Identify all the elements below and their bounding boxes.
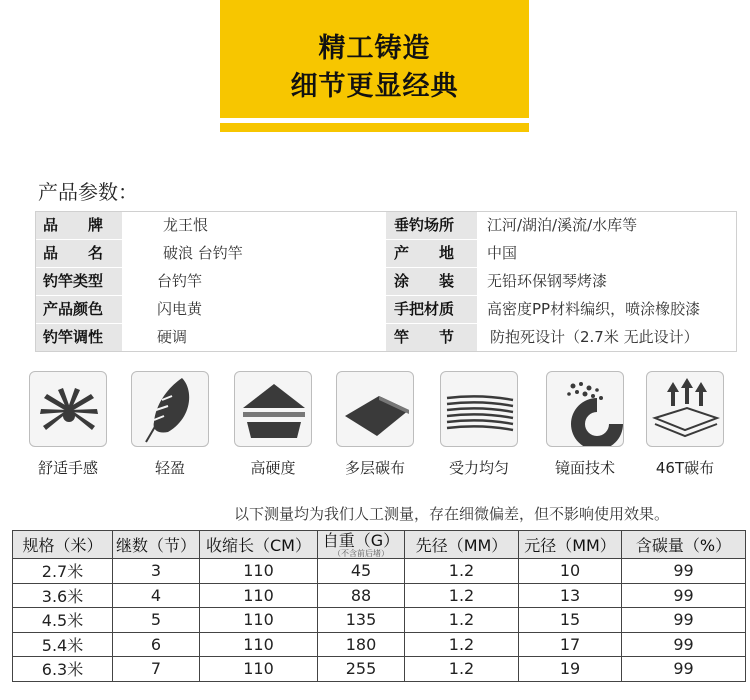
feature-label: 46T碳布 [655, 459, 715, 477]
feature-hardness [234, 371, 314, 478]
param-value: 台钓竿 [157, 272, 203, 290]
table-cell: 4 [113, 583, 200, 608]
hand-grip-icon [29, 371, 107, 447]
param-label: 品 牌 [35, 211, 122, 239]
param-label: 垂钓场所 [386, 211, 477, 239]
table-cell: 45 [318, 559, 405, 584]
column-header: 继数（节） [113, 531, 200, 559]
weight-header-subnote: （不含前后堵） [333, 549, 389, 558]
param-value: 龙王恨 [163, 216, 209, 234]
feature-mirror [546, 371, 626, 478]
table-cell: 6 [113, 632, 200, 657]
param-value: 防抱死设计（2.7米 无此设计） [490, 328, 699, 346]
table-cell: 6.3米 [13, 657, 113, 682]
feature-light [131, 371, 211, 478]
column-header [318, 531, 405, 559]
feather-icon [131, 371, 209, 447]
banner-line-2: 细节更显经典 [290, 71, 459, 102]
column-header: 先径（MM） [405, 531, 519, 559]
column-header: 含碳量（%） [622, 531, 746, 559]
table-cell: 13 [519, 583, 622, 608]
column-header: 元径（MM） [519, 531, 622, 559]
table-cell: 5.4米 [13, 632, 113, 657]
table-row [13, 559, 746, 584]
table-cell: 17 [519, 632, 622, 657]
table-cell: 110 [200, 657, 318, 682]
table-cell: 110 [200, 632, 318, 657]
feature-label: 受力均匀 [448, 459, 509, 477]
table-cell: 99 [622, 632, 746, 657]
table-cell: 1.2 [405, 583, 519, 608]
table-cell: 255 [318, 657, 405, 682]
section-title: 产品参数： [38, 180, 138, 204]
table-cell: 4.5米 [13, 608, 113, 633]
table-cell: 110 [200, 608, 318, 633]
table-cell: 1.2 [405, 657, 519, 682]
param-label: 竿 节 [386, 323, 477, 351]
table-cell: 1.2 [405, 608, 519, 633]
title-banner [220, 0, 529, 118]
params-row [35, 239, 737, 267]
table-header-row [13, 531, 746, 559]
stress-layers-icon [440, 371, 518, 447]
table-cell: 7 [113, 657, 200, 682]
table-cell: 1.2 [405, 632, 519, 657]
table-cell: 99 [622, 559, 746, 584]
table-row [13, 632, 746, 657]
table-cell: 110 [200, 583, 318, 608]
feature-label: 多层碳布 [344, 459, 405, 477]
feature-label: 舒适手感 [37, 459, 98, 477]
table-cell: 19 [519, 657, 622, 682]
feature-label: 镜面技术 [554, 459, 615, 477]
banner-line-1: 精工铸造 [318, 33, 431, 64]
feature-carbon-layers [336, 371, 416, 478]
param-value: 闪电黄 [157, 300, 203, 318]
param-label: 手把材质 [386, 295, 477, 323]
params-row [35, 323, 737, 351]
param-label: 品 名 [35, 239, 122, 267]
table-cell: 180 [318, 632, 405, 657]
feature-label: 高硬度 [250, 459, 296, 477]
table-cell: 88 [318, 583, 405, 608]
mirror-surface-icon [546, 371, 624, 447]
column-header: 收缩长（CM） [200, 531, 318, 559]
table-cell: 110 [200, 559, 318, 584]
table-cell: 99 [622, 583, 746, 608]
param-value: 无铅环保钢琴烤漆 [487, 272, 608, 290]
table-row [13, 657, 746, 682]
product-params-table [35, 211, 737, 352]
hardness-icon [234, 371, 312, 447]
feature-comfort [29, 371, 109, 478]
feature-label: 轻盈 [154, 459, 185, 477]
table-cell: 10 [519, 559, 622, 584]
param-label: 产品颜色 [35, 295, 122, 323]
table-cell: 99 [622, 608, 746, 633]
carbon-layers-icon [336, 371, 414, 447]
param-value: 硬调 [157, 328, 188, 346]
param-label: 钓竿类型 [35, 267, 122, 295]
banner-underline [220, 123, 529, 132]
param-label: 涂 装 [386, 267, 477, 295]
column-header: 规格（米） [13, 531, 113, 559]
weight-header-label: 自重（G） [322, 531, 400, 550]
param-value: 高密度PP材料编织，喷涂橡胶漆 [487, 300, 701, 318]
param-value: 破浪 台钓竿 [163, 244, 243, 262]
table-row [13, 608, 746, 633]
params-row [35, 267, 737, 295]
table-cell: 1.2 [405, 559, 519, 584]
table-cell: 135 [318, 608, 405, 633]
table-cell: 3.6米 [13, 583, 113, 608]
spec-table [12, 530, 746, 682]
table-cell: 2.7米 [13, 559, 113, 584]
table-row [13, 583, 746, 608]
carbon-46t-icon [646, 371, 724, 447]
table-cell: 99 [622, 657, 746, 682]
param-label: 产 地 [386, 239, 477, 267]
feature-46t [646, 371, 726, 478]
param-label: 钓竿调性 [35, 323, 122, 351]
params-row [35, 211, 737, 239]
table-cell: 3 [113, 559, 200, 584]
params-row [35, 295, 737, 323]
measurement-note: 以下测量均为我们人工测量，存在细微偏差，但不影响使用效果。 [234, 505, 670, 523]
table-cell: 15 [519, 608, 622, 633]
feature-stress [440, 371, 520, 478]
param-value: 中国 [487, 244, 518, 262]
param-value: 江河/湖泊/溪流/水库等 [487, 216, 638, 234]
table-cell: 5 [113, 608, 200, 633]
